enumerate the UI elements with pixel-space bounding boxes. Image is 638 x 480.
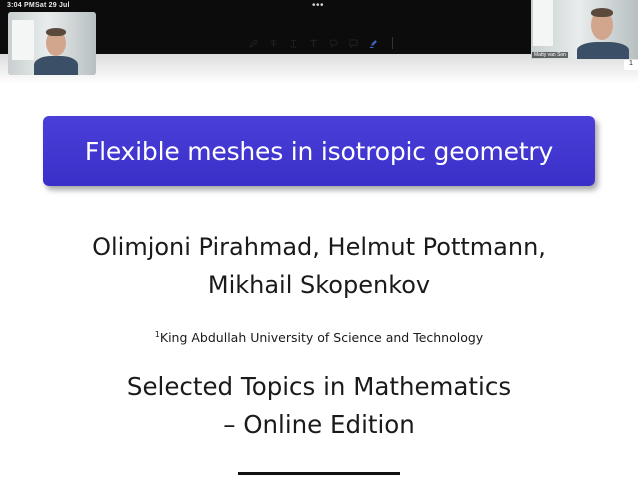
status-time: 3:04 PM — [7, 2, 35, 9]
slide-bottom-rule — [238, 472, 400, 475]
person-body — [577, 42, 629, 59]
authors-line-2: Mikhail Skopenkov — [207, 271, 431, 299]
annotation-toolbar — [248, 36, 378, 50]
participant-name-label: Matty van Son — [534, 52, 566, 58]
comment-icon[interactable] — [348, 38, 358, 49]
affiliation-mark: 1 — [154, 330, 160, 339]
text-icon[interactable] — [308, 38, 318, 49]
toolbar-divider — [392, 37, 393, 49]
highlighter-icon[interactable] — [368, 38, 378, 49]
person-body — [34, 56, 78, 75]
self-video-tile[interactable] — [8, 12, 96, 75]
authors-line-1: Olimjoni Pirahmad, Helmut Pottmann, — [92, 233, 546, 261]
text-strike-icon[interactable] — [268, 38, 278, 49]
slide-title: Flexible meshes in isotropic geometry — [84, 136, 554, 166]
affiliation — [0, 330, 638, 345]
person-hair — [591, 8, 613, 17]
event-line-1: Selected Topics in Mathematics — [126, 372, 512, 401]
page-number: 1 — [624, 60, 638, 70]
pen-icon[interactable] — [248, 38, 258, 49]
multitasking-dots-icon[interactable]: ••• — [312, 0, 325, 11]
video-window-light — [12, 20, 34, 60]
slide-title-box — [43, 116, 595, 186]
lasso-icon[interactable] — [328, 38, 338, 49]
person-hair — [46, 28, 66, 36]
affiliation-text: King Abdullah University of Science and Technology — [159, 330, 484, 346]
participant-video-tile[interactable] — [531, 0, 638, 59]
video-window-light — [533, 0, 553, 46]
status-date: Sat 29 Jul — [35, 2, 70, 9]
text-underline-icon[interactable] — [288, 38, 298, 49]
event-line-2: – Online Edition — [223, 410, 415, 439]
